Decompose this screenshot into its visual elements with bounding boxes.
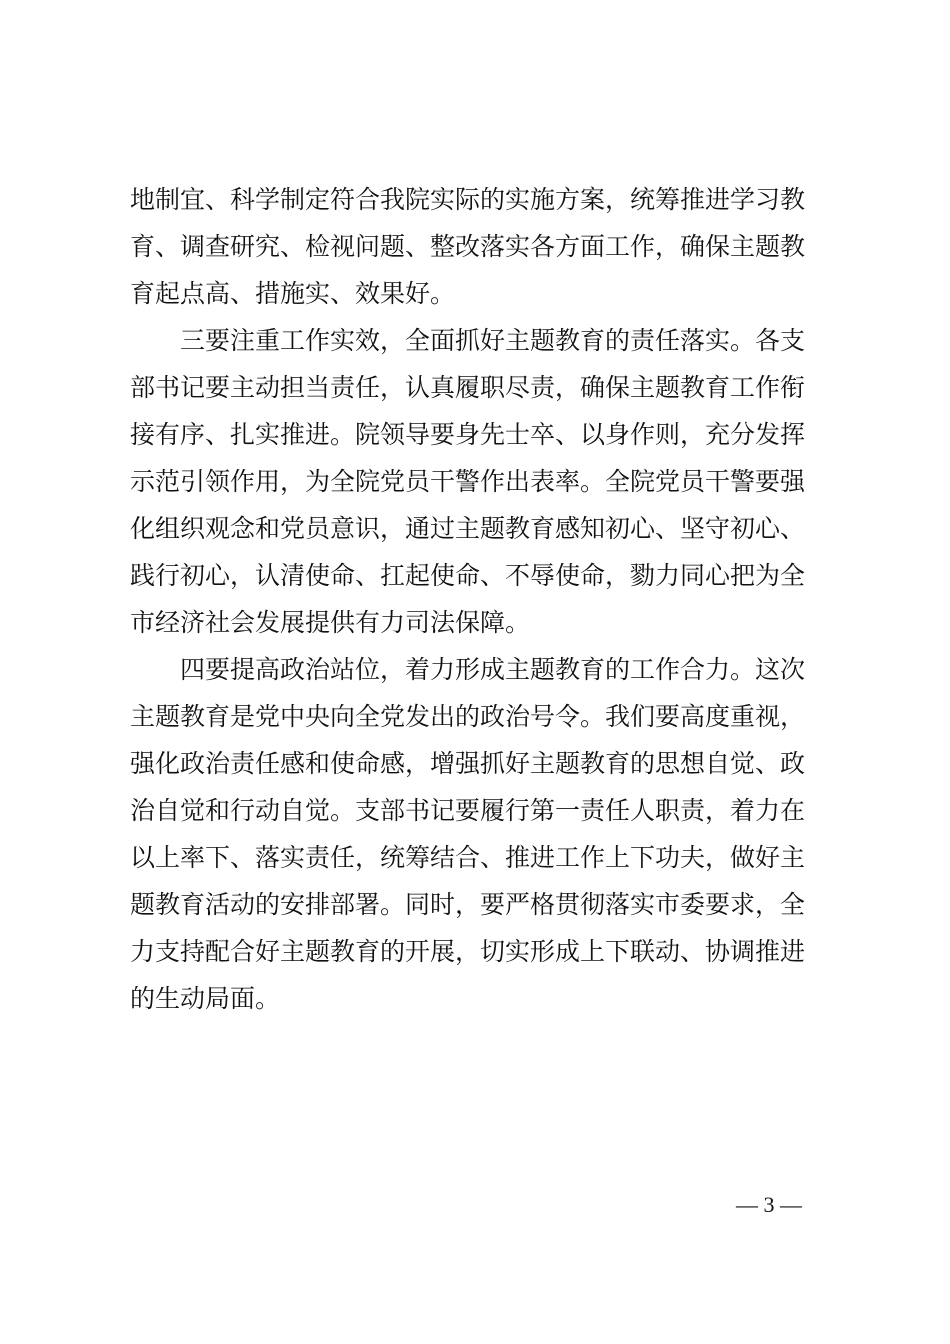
text-line: 部书记要主动担当责任，认真履职尽责，确保主题教育工作衔	[130, 373, 806, 402]
text-line: 市经济社会发展提供有力司法保障。	[130, 608, 531, 637]
text-line: 化组织观念和党员意识，通过主题教育感知初心、坚守初心、	[130, 514, 806, 543]
text-line: 地制宜、科学制定符合我院实际的实施方案，统筹推进学习教	[130, 185, 806, 214]
text-line: 的生动局面。	[130, 984, 281, 1013]
text-line: 践行初心，认清使命、扛起使命、不辱使命，勠力同心把为全	[130, 561, 806, 590]
text-line: 题教育活动的安排部署。同时，要严格贯彻落实市委要求，全	[130, 890, 806, 919]
text-line: 示范引领作用，为全院党员干警作出表率。全院党员干警要强	[130, 467, 806, 496]
body-text	[130, 176, 830, 1022]
paragraph-start-line: 三要注重工作实效，全面抓好主题教育的责任落实。各支	[130, 326, 806, 355]
text-line: 接有序、扎实推进。院领导要身先士卒、以身作则，充分发挥	[130, 420, 806, 449]
text-line: 以上率下、落实责任，统筹结合、推进工作上下功夫，做好主	[130, 843, 806, 872]
text-line: 主题教育是党中央向全党发出的政治号令。我们要高度重视，	[130, 702, 806, 731]
text-line: 力支持配合好主题教育的开展，切实形成上下联动、协调推进	[130, 937, 806, 966]
text-line: 育起点高、措施实、效果好。	[130, 279, 456, 308]
text-line: 强化政治责任感和使命感，增强抓好主题教育的思想自觉、政	[130, 749, 806, 778]
paragraph-start-line: 四要提高政治站位，着力形成主题教育的工作合力。这次	[130, 655, 806, 684]
text-line: 育、调查研究、检视问题、整改落实各方面工作，确保主题教	[130, 232, 806, 261]
page-number: — 3 —	[736, 1192, 802, 1217]
text-line: 治自觉和行动自觉。支部书记要履行第一责任人职责，着力在	[130, 796, 806, 825]
